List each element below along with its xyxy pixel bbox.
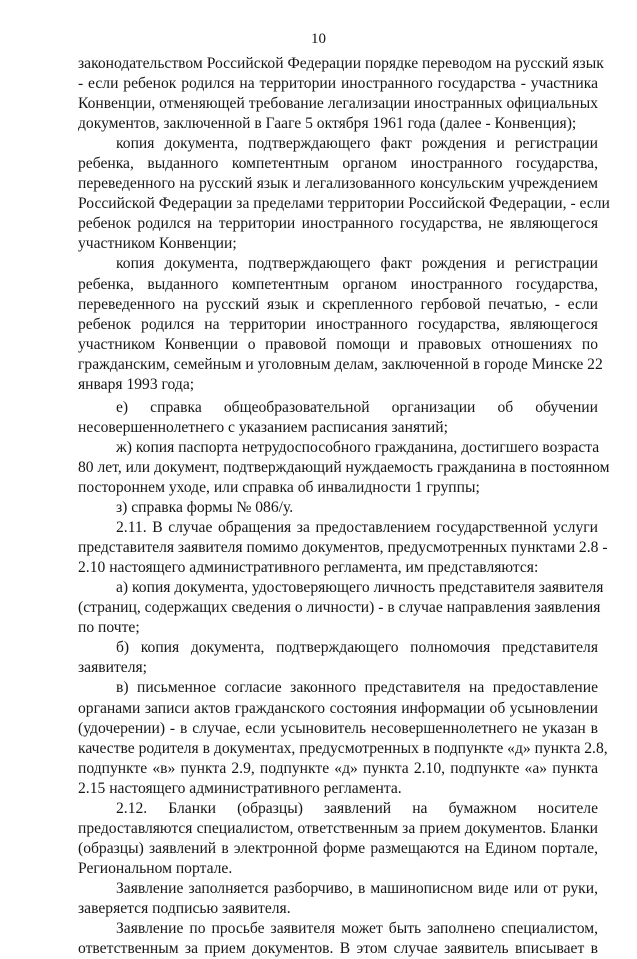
text-line: документов, заключенной в Гааге 5 октября 1961 года (далее - Конвенция); xyxy=(78,115,577,133)
text-line: з) справка формы № 086/у. xyxy=(116,499,294,517)
text-line: ребенок родился на территории иностранного государства, не являющегося xyxy=(78,215,598,233)
text-line: (образцы) заявлений в электронной форме размещаются на Едином портале, xyxy=(78,839,598,857)
text-line: участником Конвенции о правовой помощи и правовых отношениях по xyxy=(78,335,598,353)
text-line: а) копия документа, удостоверяющего личность представителя заявителя xyxy=(116,579,604,597)
text-line: подпункте «в» пункта 2.9, подпункте «д» пункта 2.10, подпункте «а» пункта xyxy=(78,759,598,777)
text-line: ж) копия паспорта нетрудоспособного гражданина, достигшего возраста xyxy=(116,438,600,456)
text-line: копия документа, подтверждающего факт рождения и регистрации xyxy=(116,135,598,153)
text-line: 2.12. Бланки (образцы) заявлений на бумажном носителе xyxy=(116,799,598,817)
text-line: заверяется подписью заявителя. xyxy=(78,899,291,917)
text-line: постороннем уходе, или справка об инвалидности 1 группы; xyxy=(78,478,480,496)
text-line: ребенка, выданного компетентным органом иностранного государства, xyxy=(78,155,598,173)
text-line: гражданским, семейным и уголовным делам, заключенной в городе Минске 22 xyxy=(78,355,603,373)
text-line: законодательством Российской Федерации порядке переводом на русский язык xyxy=(78,55,604,72)
text-line: б) копия документа, подтверждающего полномочия представителя xyxy=(116,639,598,657)
text-line: качестве родителя в документах, предусмотренных в подпункте «д» пункта 2.8, xyxy=(78,739,608,757)
text-line: (удочерении) - в случае, если усыновитель несовершеннолетнего не указан в xyxy=(78,719,598,737)
text-line: 2.11. В случае обращения за предоставлением государственной услуги xyxy=(116,519,598,537)
text-line: Заявление заполняется разборчиво, в машинописном виде или от руки, xyxy=(116,879,598,897)
text-line: 80 лет, или документ, подтверждающий нуждаемость гражданина в постоянном xyxy=(78,458,610,476)
text-line: предоставляются специалистом, ответственным за прием документов. Бланки xyxy=(78,819,598,837)
text-line: несовершеннолетнего с указанием расписания занятий; xyxy=(78,418,448,436)
document-body xyxy=(78,54,610,959)
text-line: (страниц, содержащих сведения о личности) - в случае направления заявления xyxy=(78,599,601,617)
text-line: Заявление по просьбе заявителя может быть заполнено специалистом, xyxy=(116,920,598,938)
text-line: - если ребенок родился на территории иностранного государства - участника xyxy=(78,75,598,93)
text-line: ребенок родился на территории иностранного государства, являющегося xyxy=(78,315,598,333)
text-line: представителя заявителя помимо документов, предусмотренных пунктами 2.8 - xyxy=(78,539,608,557)
text-line: е) справка общеобразовательной организации об обучении xyxy=(116,398,598,416)
text-line: переведенного на русский язык и легализованного консульским учреждением xyxy=(78,175,598,193)
text-line: Региональном портале. xyxy=(78,859,233,877)
text-line: ответственным за прием документов. В этом случае заявитель вписывает в xyxy=(78,940,598,958)
text-line: органами записи актов гражданского состояния информации об усыновлении xyxy=(78,699,598,717)
text-line: 2.10 настоящего административного регламента, им представляются: xyxy=(78,559,539,577)
page-number: 10 xyxy=(311,31,326,47)
text-line: января 1993 года; xyxy=(78,375,195,393)
text-line: ребенка, выданного компетентным органом иностранного государства, xyxy=(78,275,598,293)
text-line: участником Конвенции; xyxy=(78,235,237,253)
text-line: копия документа, подтверждающего факт рождения и регистрации xyxy=(116,255,598,273)
text-line: переведенного на русский язык и скрепленного гербовой печатью, - если xyxy=(78,295,598,313)
text-line: 2.15 настоящего административного регламента. xyxy=(78,779,402,797)
text-line: Российской Федерации за пределами территории Российской Федерации, - если xyxy=(78,195,610,213)
text-line: по почте; xyxy=(78,619,140,637)
text-line: в) письменное согласие законного представителя на предоставление xyxy=(116,679,598,697)
text-line: Конвенции, отменяющей требование легализации иностранных официальных xyxy=(78,95,598,113)
text-line: заявителя; xyxy=(78,659,147,677)
